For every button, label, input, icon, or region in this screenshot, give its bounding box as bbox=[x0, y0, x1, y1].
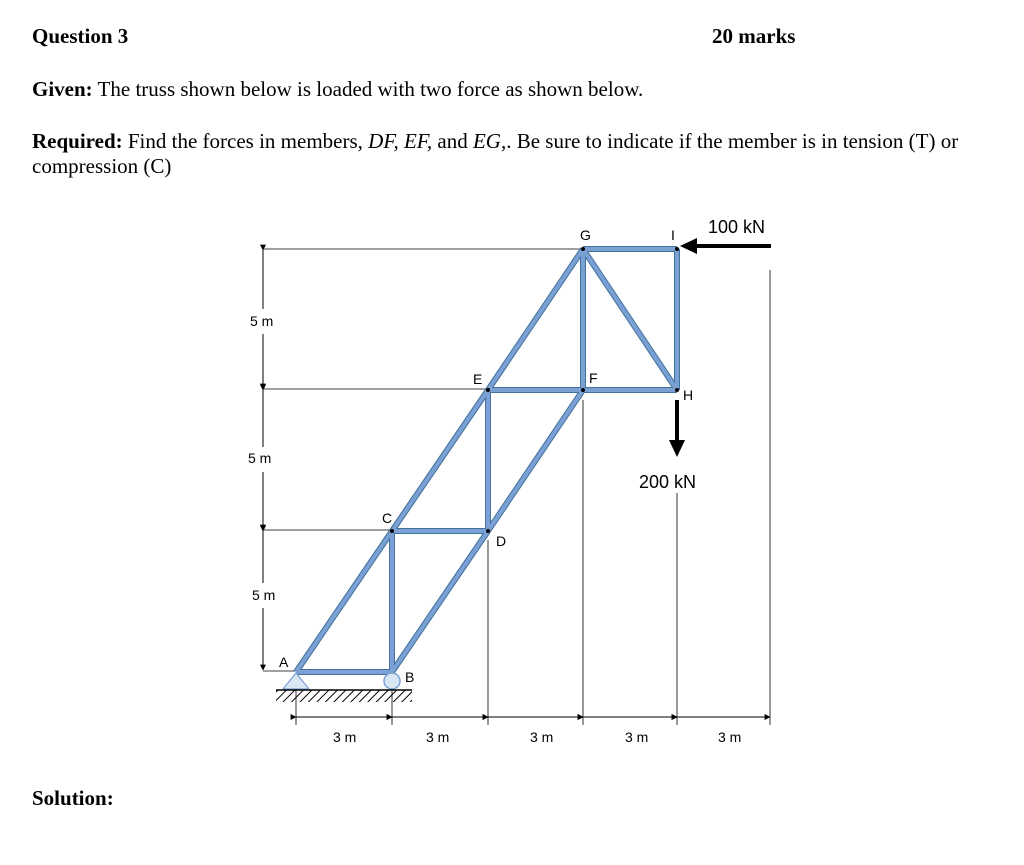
required-text-after: ,. Be sure to indicate if the member is in tension (T) or compression (C) bbox=[32, 129, 959, 178]
given-text: The truss shown below is loaded with two force as shown below. bbox=[97, 77, 644, 101]
node-label-b: B bbox=[405, 669, 415, 685]
node-label-d: D bbox=[496, 533, 507, 549]
node-label-e: E bbox=[473, 371, 483, 387]
load-100kn bbox=[680, 217, 771, 254]
joint-e bbox=[486, 388, 490, 392]
node-label-c: C bbox=[382, 510, 393, 526]
truss-members bbox=[296, 249, 677, 672]
vdim-label-3: 5 m bbox=[252, 587, 276, 603]
node-label-h: H bbox=[683, 387, 694, 403]
joint-h bbox=[675, 388, 679, 392]
load-vertical-label: 200 kN bbox=[639, 472, 697, 492]
required-text-before: Find the forces in members, bbox=[127, 129, 369, 153]
required-text-and: and bbox=[432, 129, 473, 153]
required-label: Required: bbox=[32, 129, 123, 153]
pin-support-a bbox=[283, 673, 309, 689]
node-label-i: I bbox=[671, 227, 675, 243]
hdim-label-1: 3 m bbox=[333, 729, 357, 745]
hdim-label-4: 3 m bbox=[625, 729, 649, 745]
hdim-label-5: 3 m bbox=[718, 729, 742, 745]
node-label-a: A bbox=[279, 654, 289, 670]
load-horizontal-label: 100 kN bbox=[708, 217, 766, 237]
joint-i bbox=[675, 247, 679, 251]
joint-g bbox=[581, 247, 585, 251]
given-label: Given: bbox=[32, 77, 93, 101]
ground-hatch bbox=[276, 690, 412, 702]
hdim-label-3: 3 m bbox=[530, 729, 554, 745]
joint-c bbox=[390, 529, 394, 533]
joint-d bbox=[486, 529, 490, 533]
question-title: Question 3 bbox=[32, 24, 129, 48]
horizontal-dimension bbox=[296, 717, 770, 745]
vdim-label-1: 5 m bbox=[250, 313, 274, 329]
member-ef: EF, bbox=[403, 129, 433, 153]
node-label-g: G bbox=[580, 227, 591, 243]
load-200kn bbox=[638, 400, 708, 493]
joint-f bbox=[581, 388, 585, 392]
member-df: DF, bbox=[368, 129, 399, 153]
vdim-label-2: 5 m bbox=[248, 450, 272, 466]
vertical-dimension bbox=[248, 250, 275, 670]
solution-label: Solution: bbox=[32, 786, 114, 810]
question-marks: 20 marks bbox=[712, 24, 796, 48]
roller-support-b bbox=[384, 673, 400, 689]
node-label-f: F bbox=[589, 370, 598, 386]
member-eg: EG bbox=[472, 129, 501, 153]
hdim-label-2: 3 m bbox=[426, 729, 450, 745]
